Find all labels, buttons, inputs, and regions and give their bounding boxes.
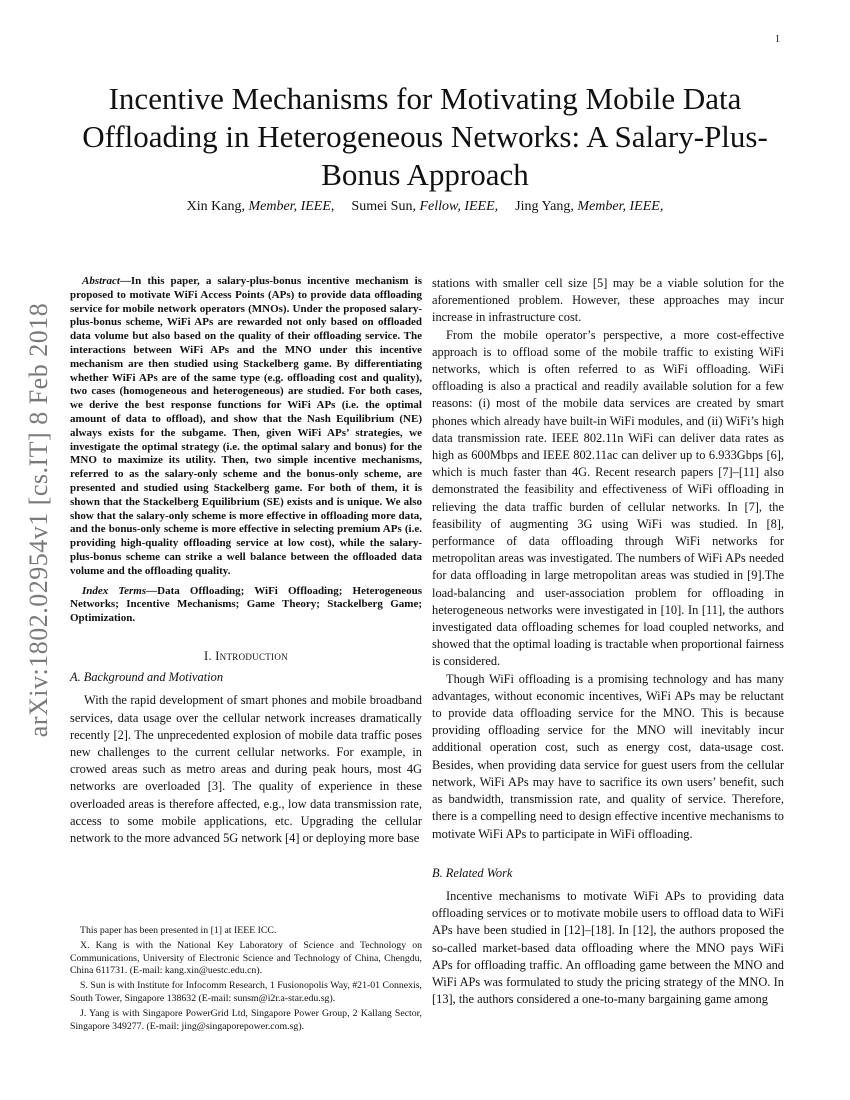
footnote: X. Kang is with the National Key Laboratory of Science and Technology on Communications, University of Electronic Science and Technology of China, Chengdu, China 611731. (E-mail: kang.xin@uestc.edu.cn).: [70, 939, 422, 977]
footnotes: [70, 925, 422, 1035]
footnote: S. Sun is with Institute for Infocomm Research, 1 Fusionopolis Way, #21-01 Connexis, South Tower, Singapore 138632 (E-mail: sunsm@i2r.a-star.edu.sg).: [70, 980, 422, 1004]
author-role: Fellow, IEEE,: [419, 199, 499, 214]
author-list: [70, 199, 780, 215]
author-name: Xin Kang,: [186, 199, 245, 214]
subsection-heading: B. Related Work: [432, 865, 513, 880]
section-heading: I. Introduction: [204, 648, 288, 663]
author-role: Member, IEEE,: [248, 199, 335, 214]
page-number: 1: [775, 34, 780, 45]
index-terms-text: —Data Offloading; WiFi Offloading; Heterogeneous Networks; Incentive Mechanisms; Game Theory; Stackelberg Game; Optimization.: [70, 584, 422, 625]
author-role: Member, IEEE,: [577, 199, 664, 214]
body-paragraph: With the rapid development of smart phones and mobile broadband services, data usage over the cellular network increases dramatically recently [2]. The unprecedented explosion of mobile data traffic poses new challenges to the current cellular networks. For example, in crowed areas such as metro areas and during peak hours, most 4G networks are overloaded [3]. The quality of experience in these overloaded areas is therefore affected, e.g., low data transmission rate, access to some mobile applications, etc. Upgrading the cellular network to the more advanced 5G network [4] or deploying more base: [70, 693, 422, 845]
abstract: [70, 275, 422, 579]
abstract-text: —In this paper, a salary-plus-bonus incentive mechanism is proposed to motivate WiFi Access Points (APs) to provide data offloading service for mobile network operators (MNOs). Under the proposed salary-plus-bonus scheme, WiFi APs are rewarded not only based on offloaded data volume but also based on the quality of their offloading service. The interactions between WiFi APs and the MNO under this incentive mechanism are then studied using Stackelberg game. By differentiating whether WiFi APs are of the same type (e.g. offloading cost and quality), two cases (homogeneous and heterogeneous) are studied. For both cases, we derive the best response functions for WiFi APs (i.e. the optimal amount of data to offload), and show that the Nash Equilibrium (NE) always exists for the subgame. Then, given WiFi APs’ strategies, we investigate the optimal strategy (i.e. the optimal salary and bonus) for the MNO to maximize its utility. Then, two simple incentive mechanisms, referred to as the salary-only scheme and the bonus-only scheme, are presented and studied using Stackelberg game. For both of them, it is shown that the Stackelberg Equilibrium (SE) exists and is unique. We also show that the salary-only scheme is more effective in offloading more data, and the bonus-only scheme is more effective in selecting premium APs (i.e. providing high-quality offloading service at low cost), while the salary-plus-bonus scheme can strike a well balance between the offloaded data volume and the offloading quality.: [70, 275, 422, 577]
abstract-label: Abstract: [82, 275, 120, 287]
author-name: Sumei Sun,: [351, 199, 416, 214]
left-column: [70, 275, 422, 847]
right-column: [432, 275, 784, 1008]
body-paragraph: stations with smaller cell size [5] may be a viable solution for the aforementioned problem. However, these approaches may incur increase in infrastructure cost.: [432, 276, 784, 325]
index-terms-label: Index Terms: [82, 584, 147, 597]
index-terms: [70, 585, 422, 626]
body-paragraph: Though WiFi offloading is a promising technology and has many advantages, without economic incentives, WiFi APs may be reluctant to provide data offloading service for the MNO. This is because providing offloading service for the MNO will inevitably incur additional operation cost, such as energy cost, data-usage cost. Besides, when providing data service for guest users from the cellular network, WiFi APs may have to sacrifice its own users’ benefit, such as bandwidth, transmission rate, and quality of service. Therefore, there is a compelling need to design effective incentive mechanisms to motivate WiFi APs to participate in WiFi offloading.: [432, 671, 784, 841]
footnote: J. Yang is with Singapore PowerGrid Ltd, Singapore Power Group, 2 Kallang Sector, Singapore 349277. (E-mail: jing@singaporepower.com.sg).: [70, 1007, 422, 1032]
body-paragraph: Incentive mechanisms to motivate WiFi APs to providing data offloading services or to motivate mobile users to offload data to WiFi APs have been studied in [12]–[18]. In [12], the authors proposed the so-called market-based data offloading where the MNO pays WiFi APs for offloading traffic. An offloading game between the MNO and WiFi APs was formulated to study the pricing strategy of the MNO. In [13], the authors considered a one-to-many bargaining game among: [432, 888, 784, 1007]
arxiv-id: arXiv:1802.02954v1 [cs.IT] 8 Feb 2018: [24, 302, 53, 738]
subsection-heading: A. Background and Motivation: [70, 670, 224, 685]
author-name: Jing Yang,: [515, 199, 574, 214]
paper-title: Incentive Mechanisms for Motivating Mobile Data Offloading in Heterogeneous Networks: A Salary-Plus-Bonus Approach: [82, 81, 768, 192]
arxiv-stamp: [22, 290, 56, 750]
body-paragraph: From the mobile operator’s perspective, a more cost-effective approach is to offload some of the mobile traffic to existing WiFi networks, which is often referred to as WiFi offloading. WiFi offloading is also a practical and readily available solution for a few reasons: (i) most of the mobile data services are created by smart phones which already have built-in WiFi modules, and (ii) WiFi’s high data transmission rate. IEEE 802.11n WiFi can deliver data rates as high as 600Mbps and IEEE 802.11ac can deliver up to 6.933Gbps [6], which is much faster than 4G. Recent research papers [7]–[11] also demonstrated the feasibility and effectiveness of WiFi offloading in relieving the data traffic burden of cellular networks. In [7], the feasibility of augmenting 3G using WiFi was studied. In [8], performance of data offloading through WiFi networks for metropolitan areas was investigated. The numbers of WiFi APs needed for data offloading in large metropolitan areas was studied in [9].The load-balancing and user-association problem for offloading in heterogeneous networks were investigated in [10]. In [11], the authors investigated data offloading schemes for load coupled networks, and showed that the optimal loading is tractable when proportional fairness is considered.: [432, 327, 785, 669]
footnote: This paper has been presented in [1] at IEEE ICC.: [80, 925, 277, 936]
